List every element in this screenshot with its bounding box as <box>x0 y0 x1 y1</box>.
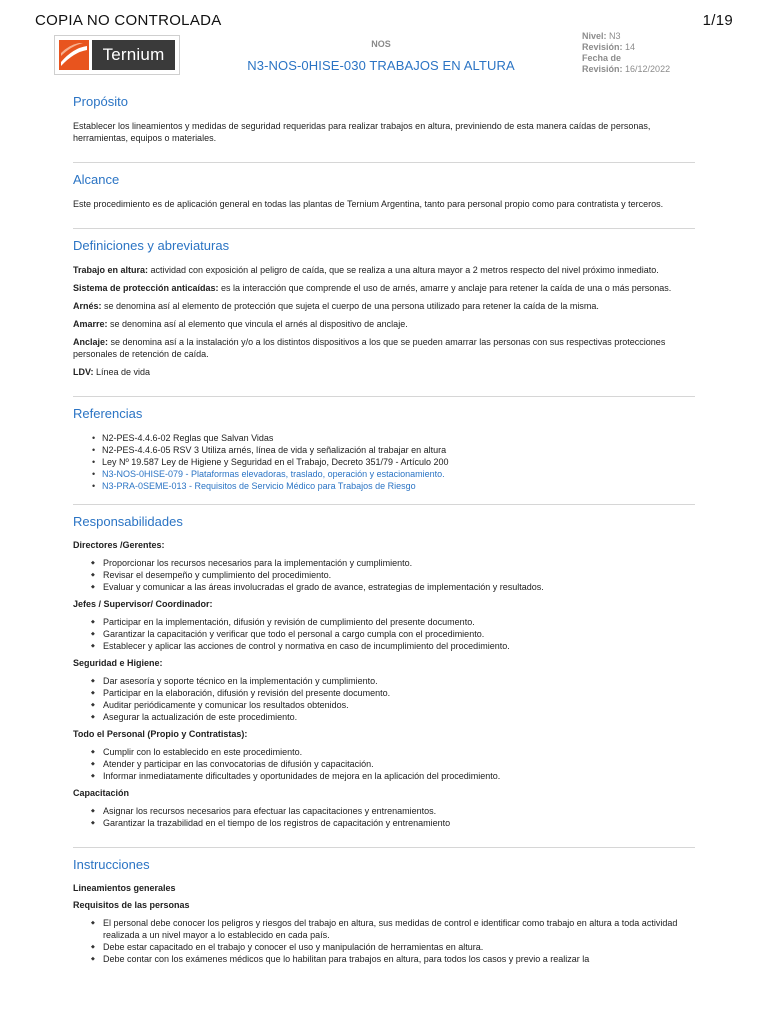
ternium-logo <box>54 35 180 75</box>
list-item: ◆ Garantizar la trazabilidad en el tiempo de los registros de capacitación y entrenamiento <box>90 817 695 829</box>
reference-link[interactable]: • N3-PRA-0SEME-013 - Requisitos de Servicio Médico para Trabajos de Riesgo <box>92 480 695 492</box>
subheading: Lineamientos generales <box>73 883 176 893</box>
document-body <box>73 86 695 992</box>
role-title: Jefes / Supervisor/ Coordinador: <box>73 599 213 609</box>
definition <box>73 366 695 378</box>
document-header <box>54 28 694 80</box>
list-item: ◆ Dar asesoría y soporte técnico en la implementación y cumplimiento. <box>90 675 695 687</box>
section-definiciones <box>73 238 695 397</box>
definition-term: LDV: <box>73 367 94 377</box>
role-title: Directores /Gerentes: <box>73 540 165 550</box>
definition <box>73 318 695 330</box>
definition-term: Sistema de protección anticaídas: <box>73 283 219 293</box>
section-instrucciones <box>73 857 695 983</box>
definition-term: Amarre: <box>73 319 108 329</box>
requirements-list <box>90 917 695 965</box>
reference-item: • N2-PES-4.4.6-02 Reglas que Salvan Vidas <box>92 432 695 444</box>
definition-text: se denomina así al elemento de protección que sujeta el cuerpo de una persona utilizado para retener la caída de la misma. <box>101 301 599 311</box>
list-item: ◆ Asignar los recursos necesarios para efectuar las capacitaciones y entrenamientos. <box>90 805 695 817</box>
definition <box>73 282 695 294</box>
definition-term: Arnés: <box>73 301 102 311</box>
definition-text: se denomina así a la instalación y/o a los distintos dispositivos a los que se pueden amarrar las personas con sus respectivas protecciones personales de retención de caída. <box>73 337 666 359</box>
list-item: ◆ Proporcionar los recursos necesarios para la implementación y cumplimiento. <box>90 557 695 569</box>
uncontrolled-copy-label: COPIA NO CONTROLADA <box>35 12 222 29</box>
reference-item: • N2-PES-4.4.6-05 RSV 3 Utiliza arnés, línea de vida y señalización al trabajar en altura <box>92 444 695 456</box>
definition-term: Trabajo en altura: <box>73 265 149 275</box>
definition-text: actividad con exposición al peligro de caída, que se realiza a una altura mayor a 2 metros respecto del nivel próximo inmediato. <box>148 265 659 275</box>
list-item: ◆ El personal debe conocer los peligros y riesgos del trabajo en altura, sus medidas de control e identificar como trabajo en altura a toda actividad realizada a un nivel mayor a lo establecido en cada país. <box>90 917 695 941</box>
list-item: ◆ Evaluar y comunicar a las áreas involucradas el grado de avance, estrategias de implementación y resultados. <box>90 581 695 593</box>
paragraph: Este procedimiento es de aplicación general en todas las plantas de Ternium Argentina, tanto para personal propio como para contratista y terceros. <box>73 199 664 209</box>
document-type: NOS <box>371 39 391 49</box>
revision-label: Revisión: <box>582 42 623 52</box>
list-item: ◆ Establecer y aplicar las acciones de control y normativa en caso de incumplimiento del procedimiento. <box>90 640 695 652</box>
section-referencias <box>73 406 695 505</box>
role-duties <box>90 746 695 782</box>
definition-term: Anclaje: <box>73 337 109 347</box>
nivel-value: N3 <box>609 31 621 41</box>
page-number: 1/19 <box>702 12 733 29</box>
section-heading: Alcance <box>73 172 120 187</box>
list-item: ◆ Informar inmediatamente dificultades y oportunidades de mejora en la aplicación del procedimiento. <box>90 770 695 782</box>
role-duties <box>90 675 695 723</box>
references-list <box>92 432 695 492</box>
list-item: ◆ Participar en la implementación, difusión y revisión de cumplimiento del presente documento. <box>90 616 695 628</box>
subheading: Requisitos de las personas <box>73 900 190 910</box>
list-item: ◆ Atender y participar en las convocatorias de difusión y capacitación. <box>90 758 695 770</box>
list-item: ◆ Revisar el desempeño y cumplimiento del procedimiento. <box>90 569 695 581</box>
section-alcance <box>73 172 695 229</box>
list-item: ◆ Participar en la elaboración, difusión y revisión del presente documento. <box>90 687 695 699</box>
role-duties <box>90 805 695 829</box>
ternium-logo-mark-icon <box>59 40 89 70</box>
section-heading: Instrucciones <box>73 857 150 872</box>
list-item: ◆ Garantizar la capacitación y verificar que todo el personal a cargo cumpla con el procedimiento. <box>90 628 695 640</box>
section-heading: Referencias <box>73 406 143 421</box>
reference-link[interactable]: • N3-NOS-0HISE-079 - Plataformas elevadoras, traslado, operación y estacionamiento. <box>92 468 695 480</box>
nivel-label: Nivel: <box>582 31 607 41</box>
section-heading: Definiciones y abreviaturas <box>73 238 230 253</box>
revision-value: 14 <box>625 42 636 52</box>
ternium-logo-word: Ternium <box>92 40 175 70</box>
role-title: Seguridad e Higiene: <box>73 658 163 668</box>
role-title: Capacitación <box>73 788 130 798</box>
reference-item: • Ley Nº 19.587 Ley de Higiene y Seguridad en el Trabajo, Decreto 351/79 - Artículo 200 <box>92 456 695 468</box>
fecha-value: 16/12/2022 <box>625 64 671 74</box>
role-title: Todo el Personal (Propio y Contratistas): <box>73 729 248 739</box>
definition-text: Línea de vida <box>93 367 151 377</box>
definition <box>73 300 695 312</box>
definition-text: se denomina así al elemento que vincula el arnés al dispositivo de anclaje. <box>107 319 408 329</box>
list-item: ◆ Debe contar con los exámenes médicos que lo habilitan para trabajos en altura, para todos los casos y previo a realizar la <box>90 953 695 965</box>
list-item: ◆ Asegurar la actualización de este procedimiento. <box>90 711 695 723</box>
section-heading: Responsabilidades <box>73 514 183 529</box>
section-responsabilidades <box>73 514 695 848</box>
document-metadata <box>582 28 694 80</box>
list-item: ◆ Cumplir con lo establecido en este procedimiento. <box>90 746 695 758</box>
definition-text: es la interacción que comprende el uso de arnés, amarre y anclaje para retener la caída de una o más personas. <box>218 283 672 293</box>
list-item: ◆ Debe estar capacitado en el trabajo y conocer el uso y manipulación de herramientas en altura. <box>90 941 695 953</box>
list-item: ◆ Auditar periódicamente y comunicar los resultados obtenidos. <box>90 699 695 711</box>
fecha-revision-label: Revisión: <box>582 64 623 74</box>
role-duties <box>90 557 695 593</box>
document-title: N3-NOS-0HISE-030 TRABAJOS EN ALTURA <box>247 58 515 73</box>
role-duties <box>90 616 695 652</box>
paragraph: Establecer los lineamientos y medidas de seguridad requeridas para realizar trabajos en altura, previniendo de esta manera caídas de personas, herramientas, equipos o materiales. <box>73 121 651 143</box>
section-heading: Propósito <box>73 94 128 109</box>
definition <box>73 336 695 360</box>
section-proposito <box>73 94 695 163</box>
fecha-label: Fecha de <box>582 53 622 63</box>
definition <box>73 264 695 276</box>
